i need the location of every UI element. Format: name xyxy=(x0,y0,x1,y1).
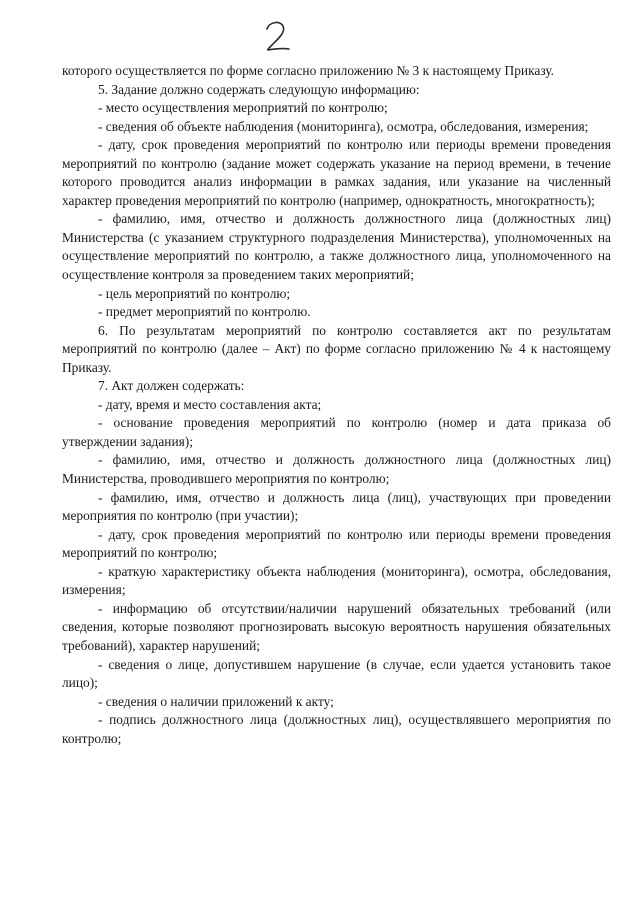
list-item: - цель мероприятий по контролю; xyxy=(98,285,291,301)
handwritten-page-number xyxy=(258,18,298,54)
list-item: - краткую характеристику объекта наблюдения (мониторинга), осмотра, обследования, измерения; xyxy=(62,563,611,598)
list-item: - дату, срок проведения мероприятий по контролю или периоды времени проведения мероприятий по контролю; xyxy=(62,526,611,561)
list-item: - дату, срок проведения мероприятий по контролю или периоды времени проведения мероприятий по контролю (задание может содержать указание на период времени, в течение которого проводится анализ информации в рамках задания, или указание на численный характер проведения мероприятий по контролю (например, однократность, многократность); xyxy=(62,137,611,208)
list-item: - место осуществления мероприятий по контролю; xyxy=(98,100,388,116)
list-item: - подпись должностного лица (должностных лиц), осуществлявшего мероприятия по контролю; xyxy=(62,712,611,746)
list-item: - фамилию, имя, отчество и должность должностного лица (должностных лиц) Министерства (с указанием структурного подразделения Министерства), уполномоченных на осуществление мероприятий по контролю, а также должностного лица, уполномоченного на осуществление контроля за проведением таких мероприятий; xyxy=(62,211,611,283)
list-item: - основание проведения мероприятий по контролю (номер и дата приказа об утверждении задания); xyxy=(62,415,611,449)
list-item: - предмет мероприятий по контролю. xyxy=(98,304,311,320)
list-item: - сведения о лице, допустившем нарушение (в случае, если удается установить такое лицо); xyxy=(62,656,611,691)
document-body xyxy=(62,62,611,748)
paragraph-continuation: которого осуществляется по форме согласно приложению № 3 к настоящему Приказу. xyxy=(62,63,555,78)
list-item: - сведения о наличии приложений к акту; xyxy=(98,693,334,709)
handwritten-two-glyph xyxy=(258,18,298,54)
paragraph-item-6: 6. По результатам мероприятий по контролю составляется акт по результатам мероприятий по контролю (далее – Акт) по форме согласно приложению № 4 к настоящему Приказу. xyxy=(62,322,611,375)
list-item: - фамилию, имя, отчество и должность должностного лица (должностных лиц) Министерства, проводившего мероприятия по контролю; xyxy=(62,452,611,487)
list-item: - фамилию, имя, отчество и должность лица (лиц), участвующих при проведении мероприятия по контролю (при участии); xyxy=(62,489,611,524)
list-item: - информацию об отсутствии/наличии нарушений обязательных требований (или сведения, которые позволяют прогнозировать высокую вероятность нарушения обязательных требований), характер нарушений; xyxy=(62,600,611,653)
list-item: - сведения об объекте наблюдения (мониторинга), осмотра, обследования, измерения; xyxy=(98,118,589,134)
paragraph-item-7-heading: 7. Акт должен содержать: xyxy=(98,378,245,394)
paragraph-item-5-heading: 5. Задание должно содержать следующую информацию: xyxy=(98,81,420,97)
list-item: - дату, время и место составления акта; xyxy=(98,396,322,412)
